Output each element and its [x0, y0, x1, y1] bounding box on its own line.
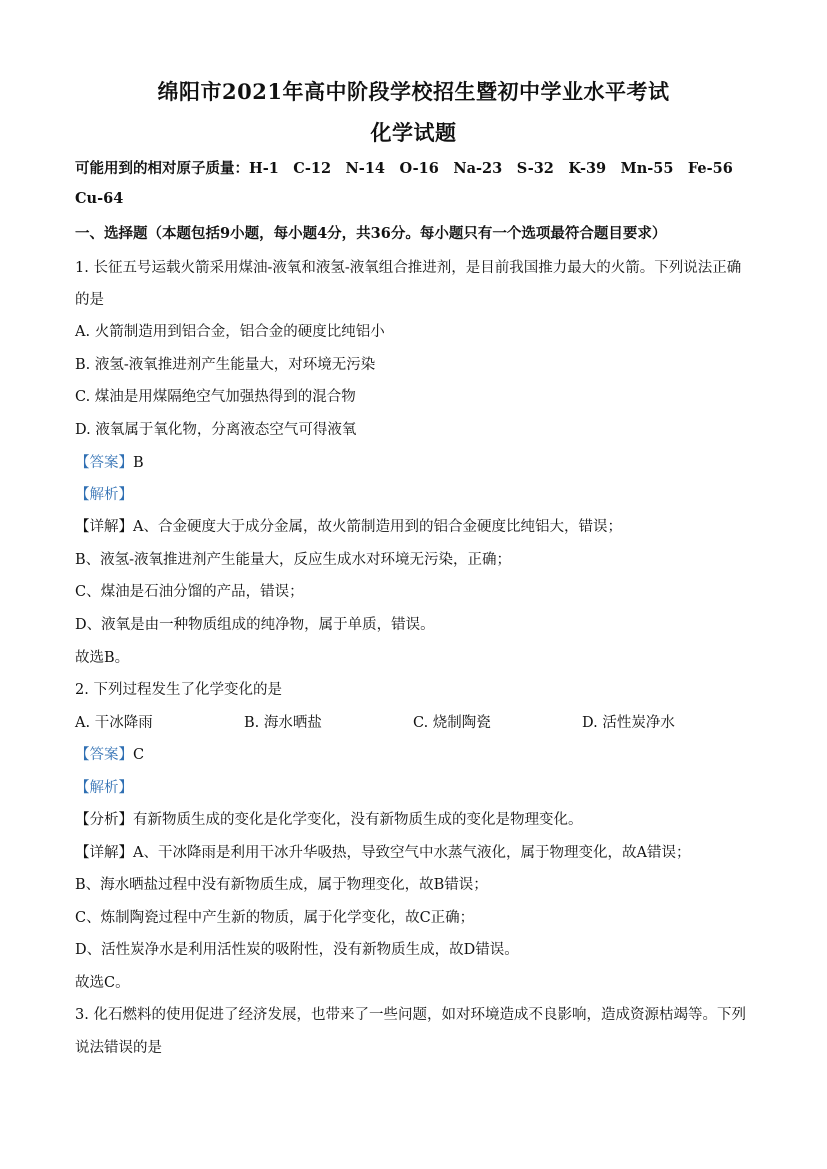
atomic-mass-line: 可能用到的相对原子质量：H-1 C-12 N-14 O-16 Na-23 S-32 K-39 Mn-55 Fe-56: [75, 160, 733, 177]
q1-option-d: D. 液氧属于氧化物，分离液态空气可得液氧: [75, 422, 357, 438]
exam-title: 绵阳市2021年高中阶段学校招生暨初中学业水平考试: [157, 79, 670, 104]
q1-detail-b: B、液氢-液氧推进剂产生能量大，反应生成水对环境无污染，正确；: [75, 552, 512, 568]
q1-analysis-tag: 【解析】: [75, 487, 133, 503]
detail-text: A、干冰降雨是利用干冰升华吸热，导致空气中水蒸气液化，属于物理变化，故A错误；: [133, 845, 691, 861]
q2-fenxi: [75, 808, 583, 829]
q2-detail-a: [75, 841, 690, 862]
detail-tag: 【详解】: [75, 845, 133, 861]
detail-tag: 【详解】: [75, 519, 133, 535]
q2-option-c: C. 烧制陶瓷: [413, 715, 491, 731]
q2-stem: 2. 下列过程发生了化学变化的是: [75, 682, 282, 698]
detail-text: A、合金硬度大于成分金属，故火箭制造用到的铝合金硬度比纯铝大，错误；: [133, 519, 622, 535]
q1-stem: 1. 长征五号运载火箭采用煤油-液氧和液氢-液氧组合推进剂，是目前我国推力最大的火箭。下列说法正确: [75, 260, 742, 276]
q2-option-d: D. 活性炭净水: [582, 715, 675, 731]
answer-tag: 【答案】: [75, 747, 133, 763]
q1-detail-c: C、煤油是石油分馏的产品，错误；: [75, 584, 304, 600]
exam-subtitle: 化学试题: [370, 120, 457, 145]
q2-option-b: B. 海水晒盐: [244, 715, 322, 731]
q2-detail-c: C、炼制陶瓷过程中产生新的物质，属于化学变化，故C正确；: [75, 910, 475, 926]
q2-detail-d: D、活性炭净水是利用活性炭的吸附性，没有新物质生成，故D错误。: [75, 942, 519, 958]
q1-detail-d: D、液氧是由一种物质组成的纯净物，属于单质，错误。: [75, 617, 435, 633]
answer-value: B: [133, 455, 144, 471]
q2-answer: [75, 743, 144, 764]
q1-option-b: B. 液氢-液氧推进剂产生能量大，对环境无污染: [75, 357, 376, 373]
answer-value: C: [133, 747, 145, 763]
fenxi-tag: 【分析】: [75, 812, 133, 828]
q3-stem: 3. 化石燃料的使用促进了经济发展，也带来了一些问题，如对环境造成不良影响，造成资源枯竭等。下列: [75, 1007, 746, 1023]
q1-detail-a: [75, 515, 622, 536]
q2-detail-b: B、海水晒盐过程中没有新物质生成，属于物理变化，故B错误；: [75, 877, 488, 893]
q1-option-a: A. 火箭制造用到铝合金，铝合金的硬度比纯铝小: [75, 324, 385, 340]
q3-stem-continued: 说法错误的是: [75, 1040, 162, 1056]
q2-option-a: A. 干冰降雨: [75, 715, 153, 731]
section-heading: 一、选择题（本题包括9小题，每小题4分，共36分。每小题只有一个选项最符合题目要求）: [75, 225, 667, 242]
q1-answer: [75, 451, 144, 472]
atomic-mass-line-continued: Cu-64: [75, 190, 124, 207]
q2-analysis-tag: 【解析】: [75, 780, 133, 796]
q1-conclusion: 故选B。: [75, 650, 130, 666]
q2-conclusion: 故选C。: [75, 975, 130, 991]
q1-stem-continued: 的是: [75, 292, 104, 308]
answer-tag: 【答案】: [75, 455, 133, 471]
fenxi-text: 有新物质生成的变化是化学变化，没有新物质生成的变化是物理变化。: [133, 812, 583, 828]
q1-option-c: C. 煤油是用煤隔绝空气加强热得到的混合物: [75, 389, 356, 405]
